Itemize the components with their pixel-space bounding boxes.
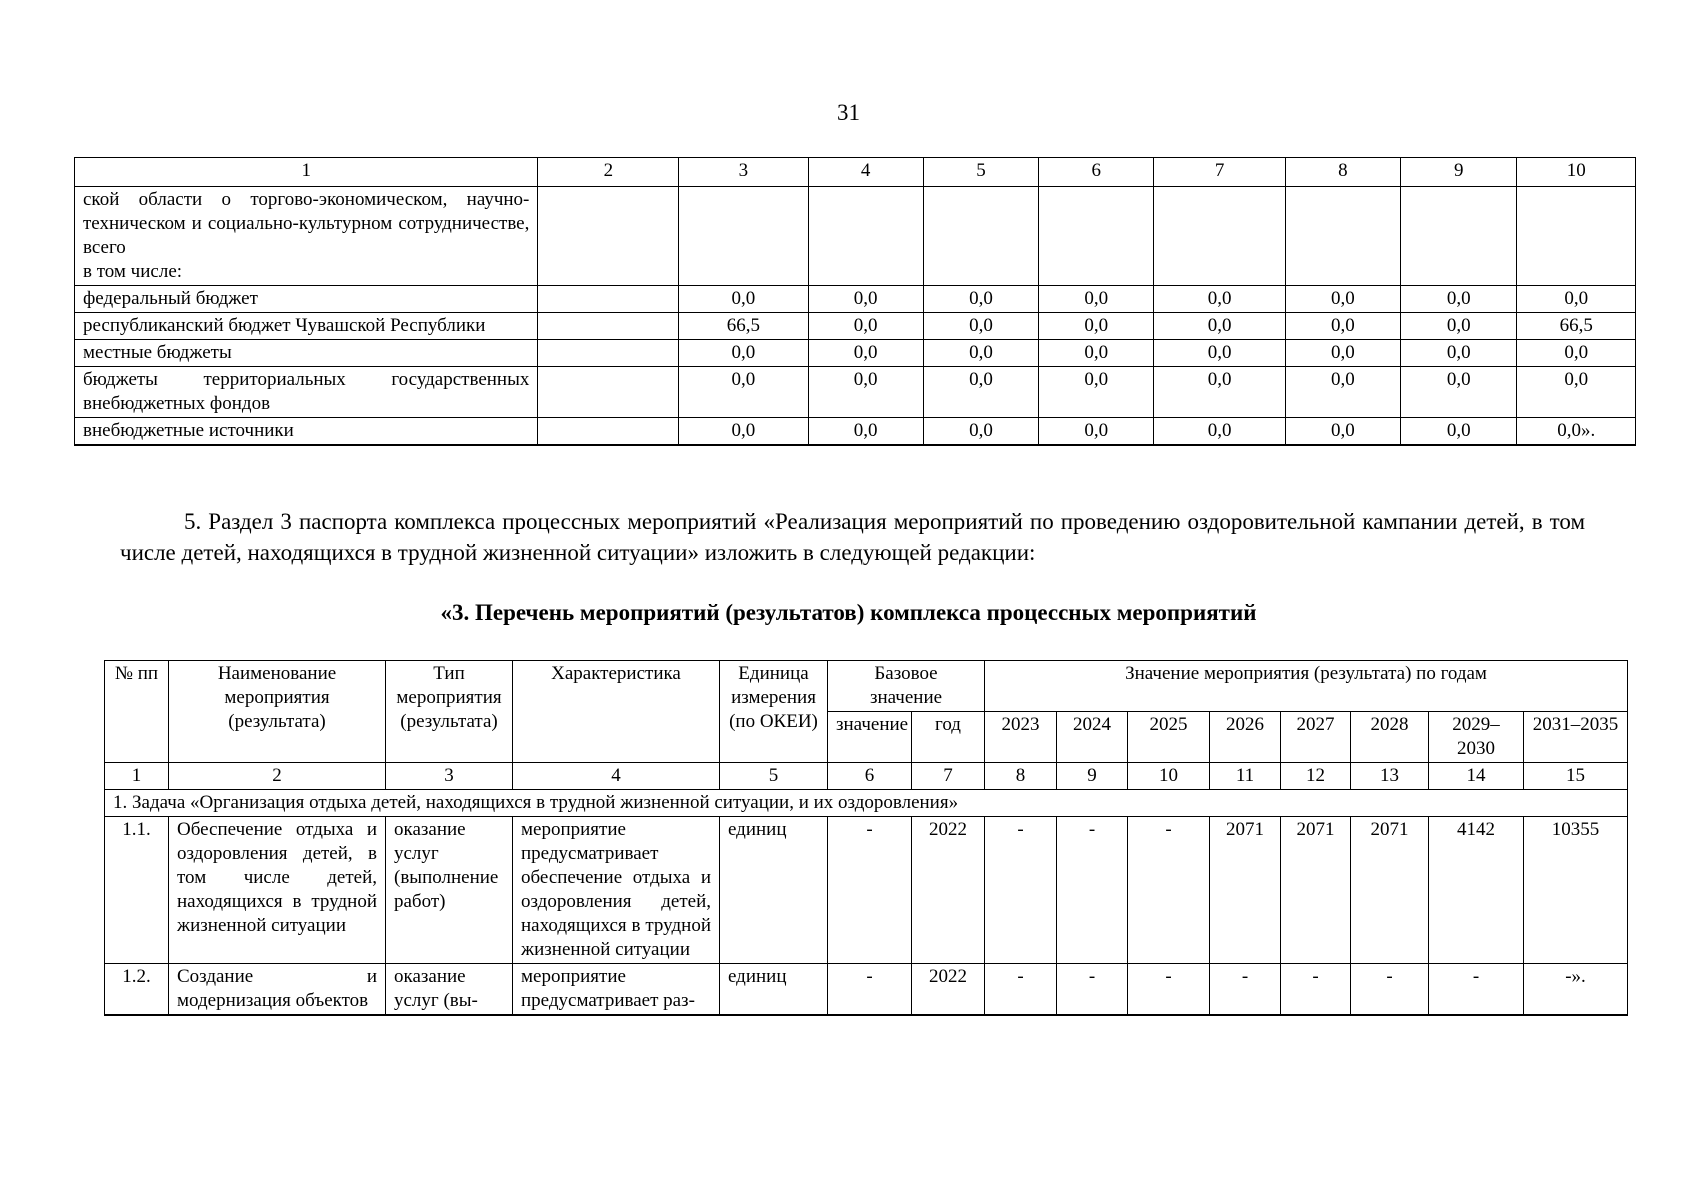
table-row	[75, 367, 1636, 418]
col-num: 15	[1524, 763, 1628, 790]
row-label: федеральный бюджет	[75, 286, 538, 313]
cell: 0,0	[1154, 286, 1285, 313]
header-year: 2029–2030	[1429, 712, 1524, 763]
cell: 0,0	[679, 367, 808, 418]
cell: 0,0	[679, 418, 808, 446]
row-label: местные бюджеты	[75, 340, 538, 367]
measures-table	[104, 660, 1628, 1016]
year-value: -	[985, 964, 1057, 1016]
cell: 0,0	[1039, 418, 1154, 446]
col-num: 8	[985, 763, 1057, 790]
header-type: Тип мероприятия (результата)	[386, 661, 513, 763]
header-characteristic: Характеристика	[513, 661, 720, 763]
col-num: 11	[1210, 763, 1281, 790]
header-base-value: значение	[828, 712, 912, 763]
col-num: 4	[808, 158, 923, 187]
page-number: 31	[837, 100, 860, 125]
cell	[1285, 187, 1400, 286]
cell: 0,0	[1401, 418, 1517, 446]
header-year: 2031–2035	[1524, 712, 1628, 763]
col-num: 9	[1401, 158, 1517, 187]
table-row	[75, 340, 1636, 367]
cell: 0,0	[1039, 286, 1154, 313]
cell: 0,0	[808, 286, 923, 313]
cell: 0,0	[1401, 313, 1517, 340]
col-num: 10	[1517, 158, 1636, 187]
cell: 0,0	[1039, 340, 1154, 367]
col-num: 3	[386, 763, 513, 790]
col-num: 2	[169, 763, 386, 790]
year-value: -	[985, 817, 1057, 964]
cell: 0,0	[1039, 367, 1154, 418]
year-value: -	[1281, 964, 1351, 1016]
cell	[1517, 187, 1636, 286]
column-number-row	[105, 763, 1628, 790]
year-value: -	[1210, 964, 1281, 1016]
header-year: 2025	[1128, 712, 1210, 763]
row-label: бюджеты территориальных государственных внебюджетных фондов	[75, 367, 538, 418]
task-row	[105, 790, 1628, 817]
col-num: 10	[1128, 763, 1210, 790]
header-num: № пп	[105, 661, 169, 763]
table-row	[75, 313, 1636, 340]
header-year: 2026	[1210, 712, 1281, 763]
base-value: -	[828, 817, 912, 964]
header-unit: Единица измерения (по ОКЕИ)	[720, 661, 828, 763]
header-name: Наименование мероприятия (результата)	[169, 661, 386, 763]
cell: 0,0	[1517, 340, 1636, 367]
cell	[538, 313, 679, 340]
header-row	[105, 661, 1628, 712]
col-num: 8	[1285, 158, 1400, 187]
row-label: республиканский бюджет Чувашской Республики	[75, 313, 538, 340]
cell	[808, 187, 923, 286]
cell: 0,0	[1401, 286, 1517, 313]
cell: 0,0	[1154, 313, 1285, 340]
year-value: 2071	[1351, 817, 1429, 964]
row-num: 1.2.	[105, 964, 169, 1016]
header-base: Базовое значение	[828, 661, 985, 712]
year-value: -».	[1524, 964, 1628, 1016]
cell: 0,0	[923, 286, 1038, 313]
table-row	[75, 187, 1636, 286]
col-num: 6	[828, 763, 912, 790]
cell: 0,0	[1517, 367, 1636, 418]
cell: 0,0	[1154, 340, 1285, 367]
measure-characteristic: мероприятие предусматривает обеспечение отдыха и оздоровления детей, находящихся в трудной жизненной ситуации	[513, 817, 720, 964]
header-year: 2023	[985, 712, 1057, 763]
row-label: ской области о торгово-экономическом, научно-техническом и социально-культурном сотрудничестве, всего в том числе:	[75, 187, 538, 286]
header-year: 2028	[1351, 712, 1429, 763]
cell: 0,0	[808, 313, 923, 340]
cell	[923, 187, 1038, 286]
cell: 0,0	[923, 418, 1038, 446]
col-num: 7	[1154, 158, 1285, 187]
col-num: 14	[1429, 763, 1524, 790]
section-title: «3. Перечень мероприятий (результатов) комплекса процессных мероприятий	[440, 600, 1257, 625]
cell: 0,0».	[1517, 418, 1636, 446]
measure-name: Обеспечение отдыха и оздоровления детей, в том числе детей, находящихся в трудной жизненной ситуации	[169, 817, 386, 964]
col-num: 4	[513, 763, 720, 790]
year-value: 2071	[1281, 817, 1351, 964]
cell: 0,0	[923, 340, 1038, 367]
row-num: 1.1.	[105, 817, 169, 964]
col-num: 6	[1039, 158, 1154, 187]
cell	[538, 418, 679, 446]
cell: 0,0	[1039, 313, 1154, 340]
cell	[1401, 187, 1517, 286]
year-value: 10355	[1524, 817, 1628, 964]
cell: 0,0	[1285, 313, 1400, 340]
cell: 0,0	[1285, 418, 1400, 446]
col-num: 5	[923, 158, 1038, 187]
year-value: 2071	[1210, 817, 1281, 964]
year-value: 4142	[1429, 817, 1524, 964]
cell: 0,0	[808, 367, 923, 418]
cell: 0,0	[1154, 418, 1285, 446]
cell: 0,0	[1285, 367, 1400, 418]
cell: 0,0	[679, 286, 808, 313]
funding-table	[74, 157, 1636, 446]
year-value: -	[1057, 817, 1128, 964]
measure-unit: единиц	[720, 817, 828, 964]
cell	[538, 187, 679, 286]
cell: 66,5	[679, 313, 808, 340]
base-year: 2022	[912, 964, 985, 1016]
cell: 0,0	[679, 340, 808, 367]
header-year: 2024	[1057, 712, 1128, 763]
header-base-year: год	[912, 712, 985, 763]
cell: 0,0	[1401, 340, 1517, 367]
col-num: 3	[679, 158, 808, 187]
measure-characteristic: мероприятие предусматривает раз-	[513, 964, 720, 1016]
cell: 0,0	[1285, 286, 1400, 313]
column-number-row	[75, 158, 1636, 187]
col-num: 9	[1057, 763, 1128, 790]
header-values-by-year: Значение мероприятия (результата) по годам	[985, 661, 1628, 712]
col-num: 7	[912, 763, 985, 790]
col-num: 1	[105, 763, 169, 790]
header-year: 2027	[1281, 712, 1351, 763]
col-num: 12	[1281, 763, 1351, 790]
cell: 0,0	[923, 367, 1038, 418]
cell	[538, 367, 679, 418]
year-value: -	[1128, 817, 1210, 964]
cell	[679, 187, 808, 286]
cell	[538, 286, 679, 313]
measure-name: Создание и модернизация объектов	[169, 964, 386, 1016]
cell: 0,0	[1285, 340, 1400, 367]
table-row	[75, 286, 1636, 313]
cell: 0,0	[923, 313, 1038, 340]
cell: 0,0	[1401, 367, 1517, 418]
col-num: 5	[720, 763, 828, 790]
year-value: -	[1351, 964, 1429, 1016]
task-title: 1. Задача «Организация отдыха детей, находящихся в трудной жизненной ситуации, и их оздоровления»	[105, 790, 1628, 817]
table-row	[105, 964, 1628, 1016]
year-value: -	[1429, 964, 1524, 1016]
cell: 0,0	[808, 418, 923, 446]
table-row	[75, 418, 1636, 446]
year-value: -	[1057, 964, 1128, 1016]
cell: 0,0	[1517, 286, 1636, 313]
col-num: 1	[75, 158, 538, 187]
base-year: 2022	[912, 817, 985, 964]
measure-type: оказание услуг (вы-	[386, 964, 513, 1016]
cell	[538, 340, 679, 367]
base-value: -	[828, 964, 912, 1016]
col-num: 2	[538, 158, 679, 187]
year-value: -	[1128, 964, 1210, 1016]
cell: 0,0	[1154, 367, 1285, 418]
measure-type: оказание услуг (выполнение работ)	[386, 817, 513, 964]
table-row	[105, 817, 1628, 964]
cell: 66,5	[1517, 313, 1636, 340]
measure-unit: единиц	[720, 964, 828, 1016]
amendment-paragraph: 5. Раздел 3 паспорта комплекса процессных мероприятий «Реализация мероприятий по проведению оздоровительной кампании детей, в том числе детей, находящихся в трудной жизненной ситуации» изложить в следующей редакции:	[120, 509, 1585, 565]
cell: 0,0	[808, 340, 923, 367]
row-label: внебюджетные источники	[75, 418, 538, 446]
cell	[1154, 187, 1285, 286]
col-num: 13	[1351, 763, 1429, 790]
cell	[1039, 187, 1154, 286]
